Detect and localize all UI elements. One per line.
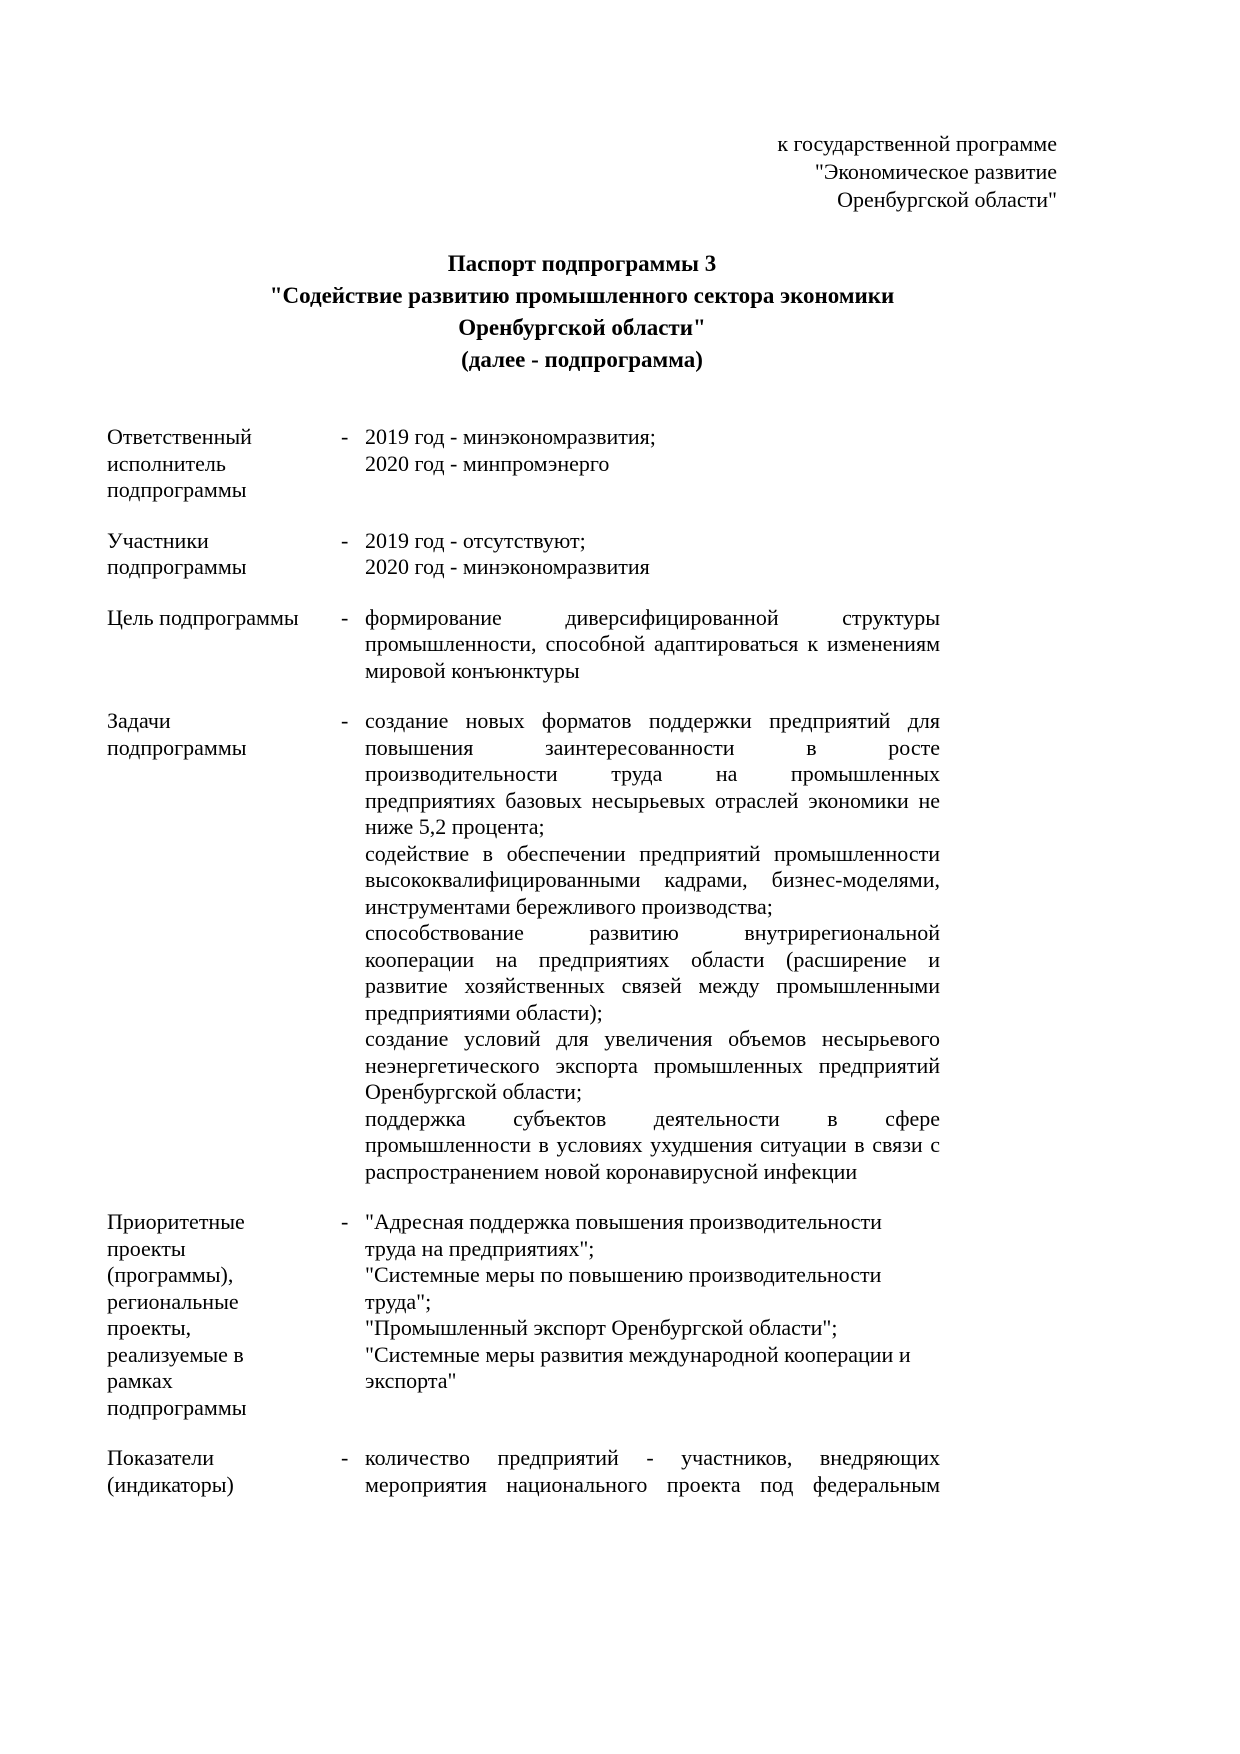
row-label <box>107 424 341 504</box>
text-line: инструментами бережливого производства; <box>365 893 773 919</box>
text-line: 2020 год - минпромэнерго <box>365 450 610 476</box>
text-line: труда"; <box>365 1288 432 1314</box>
text-line: подпрограммы <box>107 734 247 760</box>
text-line: развитие хозяйственных связей между промышленными <box>365 973 940 998</box>
row-label <box>107 1209 341 1421</box>
row-label <box>107 708 341 1185</box>
paragraph <box>365 841 940 921</box>
text-line: подпрограммы <box>107 1394 247 1420</box>
row-content <box>365 605 940 685</box>
text-line: предприятиями области); <box>365 999 603 1025</box>
text-line: мировой конъюнктуры <box>365 657 580 683</box>
text-line: подпрограммы <box>107 554 247 579</box>
text-line: создание условий для увеличения объемов несырьевого <box>365 1026 940 1051</box>
text-line: Оренбургской области" <box>837 187 1057 212</box>
row-dash: - <box>341 1445 349 1470</box>
row-label <box>107 605 341 685</box>
paragraph <box>365 708 940 841</box>
text-line: ниже 5,2 процента; <box>365 814 545 839</box>
text-line: Паспорт подпрограммы 3 <box>447 251 717 276</box>
text-line: промышленности, способной адаптироваться к изменениям <box>365 631 940 656</box>
text-line: Приоритетные <box>107 1209 245 1234</box>
row-goal <box>107 605 1057 685</box>
paragraph <box>365 1445 940 1498</box>
row-indicators <box>107 1445 1057 1498</box>
row-dash: - <box>341 604 349 630</box>
text-line: региональные <box>107 1288 239 1314</box>
text-line: распространением новой коронавирусной инфекции <box>365 1158 858 1184</box>
paragraph <box>365 424 940 477</box>
text-line: Ответственный <box>107 424 252 449</box>
paragraph <box>365 920 940 1026</box>
text-line: исполнитель <box>107 450 226 476</box>
text-line: Задачи <box>107 708 171 733</box>
text-line: "Содействие развитию промышленного сектора экономики <box>269 283 895 308</box>
text-line: реализуемые в <box>107 1341 244 1367</box>
text-line: (далее - подпрограмма) <box>461 347 703 372</box>
text-line: способствование развитию внутрирегиональной <box>365 920 940 945</box>
row-dash: - <box>341 1209 349 1234</box>
text-line: "Системные меры по повышению производительности <box>365 1262 882 1287</box>
text-line: Участники <box>107 527 209 553</box>
paragraph <box>365 1209 940 1395</box>
text-line: кооперации на предприятиях области (расширение и <box>365 946 940 972</box>
row-label <box>107 1445 341 1498</box>
text-line: высококвалифицированными кадрами, бизнес-моделями, <box>365 867 940 892</box>
text-line: поддержка субъектов деятельности в сфере <box>365 1105 940 1131</box>
row-content <box>365 1445 940 1498</box>
paragraph <box>365 528 940 581</box>
row-content <box>365 1209 940 1421</box>
text-line: Оренбургской области" <box>458 315 706 340</box>
text-line: (программы), <box>107 1262 234 1287</box>
text-line: формирование диверсифицированной структуры <box>365 604 940 630</box>
paragraph <box>365 1026 940 1106</box>
row-content <box>365 708 940 1185</box>
row-content <box>365 424 940 504</box>
text-line: подпрограммы <box>107 477 247 502</box>
paragraph <box>365 1106 940 1186</box>
paragraph <box>365 605 940 685</box>
text-line: экспорта" <box>365 1368 457 1393</box>
text-line: Цель подпрограммы <box>107 604 299 630</box>
passport-table <box>107 424 1057 1498</box>
text-line: (индикаторы) <box>107 1471 234 1497</box>
text-line: 2020 год - минэкономразвития <box>365 554 650 579</box>
text-line: проекты, <box>107 1315 192 1340</box>
document-title <box>107 248 1057 376</box>
text-line: создание новых форматов поддержки предприятий для <box>365 708 940 733</box>
text-line: "Адресная поддержка повышения производительности <box>365 1209 882 1234</box>
text-line: промышленности в условиях ухудшения ситуации в связи с <box>365 1132 940 1157</box>
text-line: 2019 год - минэкономразвития; <box>365 424 656 449</box>
row-label <box>107 528 341 581</box>
row-dash: - <box>341 527 349 553</box>
row-priority-projects <box>107 1209 1057 1421</box>
text-line: труда на предприятиях"; <box>365 1235 595 1261</box>
row-dash: - <box>341 708 349 733</box>
row-dash: - <box>341 424 349 449</box>
text-line: рамках <box>107 1368 173 1393</box>
text-line: предприятиях базовых несырьевых отраслей экономики не <box>365 787 940 813</box>
text-line: мероприятия национального проекта под федеральным <box>365 1471 940 1497</box>
text-line: Оренбургской области; <box>365 1079 583 1104</box>
text-line: "Экономическое развитие <box>814 159 1057 184</box>
text-line: 2019 год - отсутствуют; <box>365 527 586 553</box>
text-line: Показатели <box>107 1445 215 1470</box>
row-content <box>365 528 940 581</box>
text-line: неэнергетического экспорта промышленных предприятий <box>365 1052 940 1078</box>
text-line: к государственной программе <box>777 131 1057 156</box>
program-reference-header <box>107 130 1057 214</box>
row-participants <box>107 528 1057 581</box>
text-line: количество предприятий - участников, внедряющих <box>365 1445 940 1470</box>
text-line: проекты <box>107 1235 186 1261</box>
text-line: производительности труда на промышленных <box>365 761 940 786</box>
row-responsible-executor <box>107 424 1057 504</box>
text-line: "Промышленный экспорт Оренбургской области"; <box>365 1315 838 1340</box>
row-tasks <box>107 708 1057 1185</box>
text-line: "Системные меры развития международной кооперации и <box>365 1341 911 1367</box>
text-line: содействие в обеспечении предприятий промышленности <box>365 840 940 866</box>
text-line: повышения заинтересованности в росте <box>365 734 940 760</box>
